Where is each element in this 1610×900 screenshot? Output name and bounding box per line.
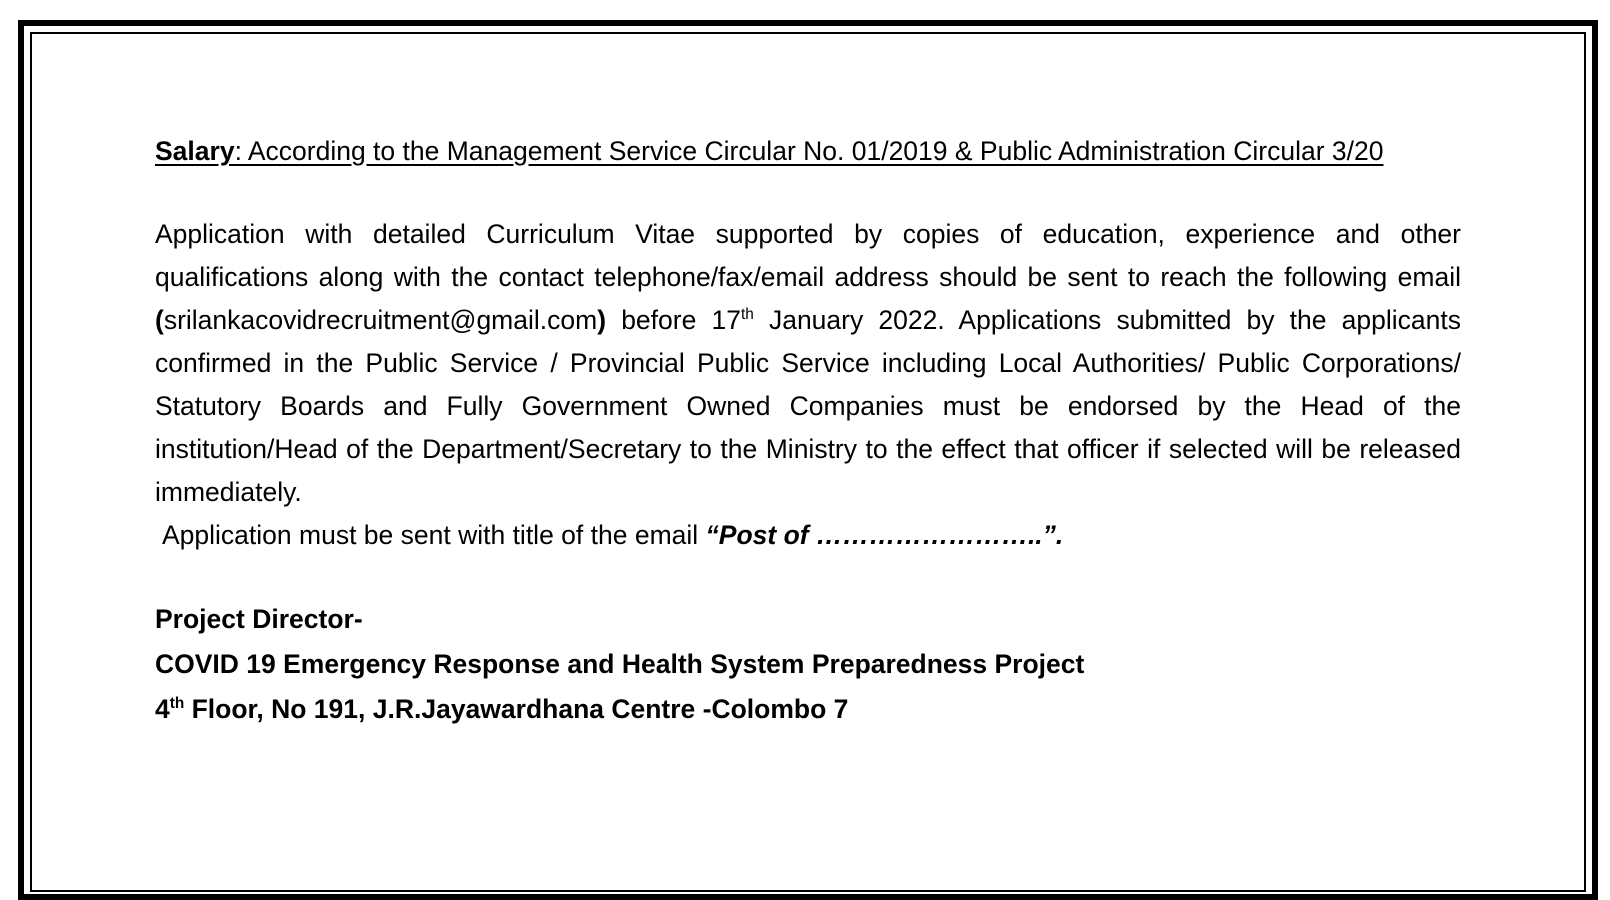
signature-address	[155, 687, 1461, 732]
salary-text: : According to the Management Service Circular No. 01/2019 & Public Administration Circular 3/20	[234, 136, 1384, 166]
application-text-3: January 2022. Applications submitted by the applicants confirmed in the Public Service / Provincial Public Service including Local Authorities/ Public Corporations/ Statutory Boards and Fully Government Owned Companies must be endorsed by the Head of the institution/Head of the Department/Secretary to the Ministry to the effect that officer if selected will be released immediately.	[155, 305, 1462, 507]
salary-label: Salary	[155, 136, 235, 166]
email-title-example: “Post of ……………………..”.	[705, 520, 1064, 550]
signature-block	[155, 597, 1461, 732]
spacer	[155, 557, 1461, 597]
contact-email: srilankacovidrecruitment@gmail.com	[163, 305, 598, 335]
signature-project: COVID 19 Emergency Response and Health System Preparedness Project	[155, 649, 1085, 679]
floor-number: 4	[155, 694, 170, 724]
email-close-paren: )	[597, 305, 607, 335]
email-title-note	[155, 514, 1461, 557]
signature-title: Project Director-	[155, 604, 363, 634]
date-ordinal-suffix: th	[740, 306, 754, 324]
application-text-1: Application with detailed Curriculum Vitae supported by copies of education, experience and other qualifications along with the contact telephone/fax/email address should be sent to reach the following email	[155, 219, 1461, 292]
application-paragraph	[155, 213, 1461, 514]
spacer	[155, 173, 1461, 213]
email-open-paren: (	[155, 305, 164, 335]
floor-ordinal-suffix: th	[169, 695, 185, 713]
email-title-text: Application must be sent with title of the email	[162, 520, 706, 550]
document-body	[155, 130, 1461, 732]
salary-paragraph	[155, 130, 1461, 173]
address-text: Floor, No 191, J.R.Jayawardhana Centre -Colombo 7	[184, 694, 849, 724]
application-text-2: before 17	[606, 305, 741, 335]
